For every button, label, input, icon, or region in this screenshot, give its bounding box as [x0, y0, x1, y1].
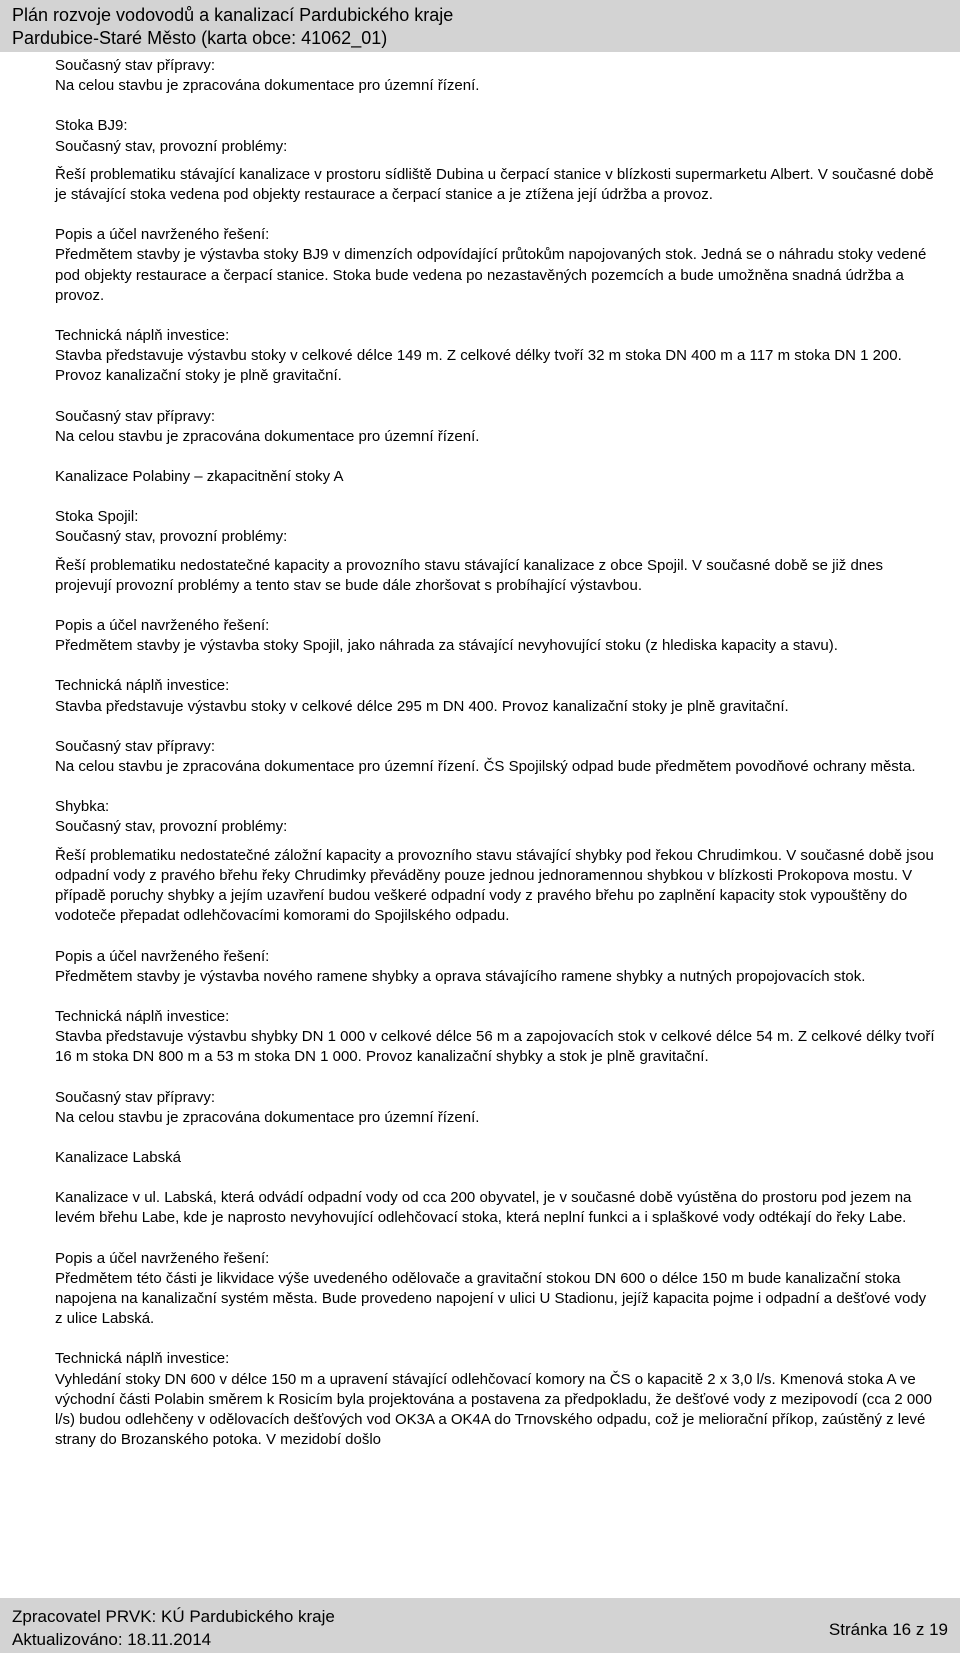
section-text: Kanalizace v ul. Labská, která odvádí odpadní vody od cca 200 obyvatel, je v současné době vyústěna do prostoru pod jezem na levém břehu Labe, kde je naprosto nevyhovující odlehčovací stoka, která neplní funkci a i splaškové vody odtékají do řeky Labe. — [55, 1189, 912, 1227]
section-label: Technická náplň investice: — [55, 677, 230, 695]
section-label: Současný stav, provozní problémy: — [55, 137, 288, 155]
section-label: Popis a účel navrženého řešení: — [55, 226, 270, 244]
footer-author: Zpracovatel PRVK: KÚ Pardubického kraje — [12, 1607, 335, 1626]
section-heading: Kanalizace Labská — [55, 1148, 181, 1166]
section-text: Vyhledání stoky DN 600 v délce 150 m a upravení stávající odlehčovací komory na ČS o kapacitě 2 x 3,0 l/s. Kmenová stoka A ve východní části Polabin směrem k Rosicím byla projektována a postavena za předpokladu, že dešťové vody z mezipovodí (cca 2 000 l/s) budou odlehčeny v odělovacích dešťových vod OK3A a OK4A do Trnovského odpadu, což je meliorační příkop, zaústěný z levé strany do Brozanského potoka. V mezidobí došlo — [55, 1370, 932, 1449]
section-heading: Kanalizace Polabiny – zkapacitnění stoky A — [55, 468, 344, 486]
section-text: Předmětem této části je likvidace výše uvedeného odělovače a gravitační stokou DN 600 o délce 150 m bude kanalizační stoka napojena na kanalizační systém města. Bude provedeno napojení v ulici U Stadionu, jejíž kapacita pojme i odpadní a dešťové vody z ulice Labská. — [55, 1269, 927, 1328]
section-label: Současný stav přípravy: — [55, 737, 216, 755]
section-label: Popis a účel navrženého řešení: — [55, 947, 270, 965]
section-text: Řeší problematiku nedostatečné kapacity a provozního stavu stávající kanalizace z obce Spojil. V současné době se již dnes projevují provozní problémy a tento stav se bude dále zhoršovat s probíhající výstavbou. — [55, 556, 883, 594]
section-text: Stavba představuje výstavbu stoky v celkové délce 149 m. Z celkové délky tvoří 32 m stoka DN 400 m a 117 m stoka DN 1 200. Provoz kanalizační stoky je plně gravitační. — [55, 347, 902, 385]
section-label: Technická náplň investice: — [55, 327, 230, 345]
section-text: Stavba představuje výstavbu shybky DN 1 000 v celkové délce 56 m a zapojovacích stok v celkové délce 54 m. Z celkové délky tvoří 16 m stoka DN 800 m a 53 m stoka DN 1 000. Provoz kanalizační shybky a stok je plně gravitační. — [55, 1028, 935, 1066]
section-title: Shybka: — [55, 798, 110, 816]
section-label: Současný stav, provozní problémy: — [55, 528, 288, 546]
document-subtitle: Pardubice-Staré Město (karta obce: 41062_01) — [12, 28, 388, 48]
section-label: Technická náplň investice: — [55, 1007, 230, 1025]
section-label: Technická náplň investice: — [55, 1350, 230, 1368]
section-title: Stoka BJ9: — [55, 117, 128, 135]
section-text: Na celou stavbu je zpracována dokumentace pro územní řízení. — [55, 1108, 480, 1126]
section-title: Stoka Spojil: — [55, 508, 139, 526]
page-number: Stránka 16 z 19 — [828, 1620, 948, 1639]
section-label: Současný stav přípravy: — [55, 57, 216, 74]
section-label: Popis a účel navrženého řešení: — [55, 617, 270, 635]
section-label: Současný stav přípravy: — [55, 407, 216, 425]
page-footer — [0, 1598, 960, 1653]
section-text: Předmětem stavby je výstavba stoky Spojil, jako náhrada za stávající nevyhovující stoku (z hlediska kapacity a stavu). — [55, 637, 838, 655]
footer-updated: Aktualizováno: 18.11.2014 — [12, 1630, 212, 1649]
section-label: Popis a účel navrženého řešení: — [55, 1249, 270, 1267]
document-title: Plán rozvoje vodovodů a kanalizací Pardubického kraje — [12, 5, 454, 25]
section-text: Řeší problematiku nedostatečné záložní kapacity a provozního stavu stávající shybky pod řekou Chrudimkou. V současné době jsou odpadní vody z pravého břehu řeky Chrudimky převáděny pouze jednou jednoramennou shybkou v blízkosti Prokopova mostu. V případě poruchy shybky a jejím uzavření budou veškeré odpadní vody z pravého břehu po zaplnění kapacity stok vypouštěny do vodoteče přepadat odlehčovacími komorami do Spojilského odpadu. — [55, 846, 934, 925]
section-text: Stavba představuje výstavbu stoky v celkové délce 295 m DN 400. Provoz kanalizační stoky je plně gravitační. — [55, 697, 789, 715]
section-label: Současný stav, provozní problémy: — [55, 818, 288, 836]
section-text: Předmětem stavby je výstavba stoky BJ9 v dimenzích odpovídající průtokům napojovaných stok. Jedná se o náhradu stoky vedené pod objekty restaurace a čerpací stanice. Stoka bude vedena po nezastavěných pozemcích a bude umožněna snadná údržba a provoz. — [55, 246, 927, 304]
section-text: Předmětem stavby je výstavba nového ramene shybky a oprava stávajícího ramene shybky a nutných propojovacích stok. — [55, 967, 866, 985]
section-text: Na celou stavbu je zpracována dokumentace pro územní řízení. — [55, 77, 480, 95]
section-text: Řeší problematiku stávající kanalizace v prostoru sídliště Dubina u čerpací stanice v blízkosti supermarketu Albert. V současné době je stávající stoka vedena pod objekty restaurace a čerpací stanice a je ztížena její údržba a provoz. — [55, 165, 934, 204]
section-label: Současný stav přípravy: — [55, 1088, 216, 1106]
document-body — [55, 56, 935, 1470]
section-text: Na celou stavbu je zpracována dokumentace pro územní řízení. — [55, 427, 480, 445]
section-text: Na celou stavbu je zpracována dokumentace pro územní řízení. ČS Spojilský odpad bude předmětem povodňové ochrany města. — [55, 758, 916, 776]
page-header — [0, 0, 960, 52]
